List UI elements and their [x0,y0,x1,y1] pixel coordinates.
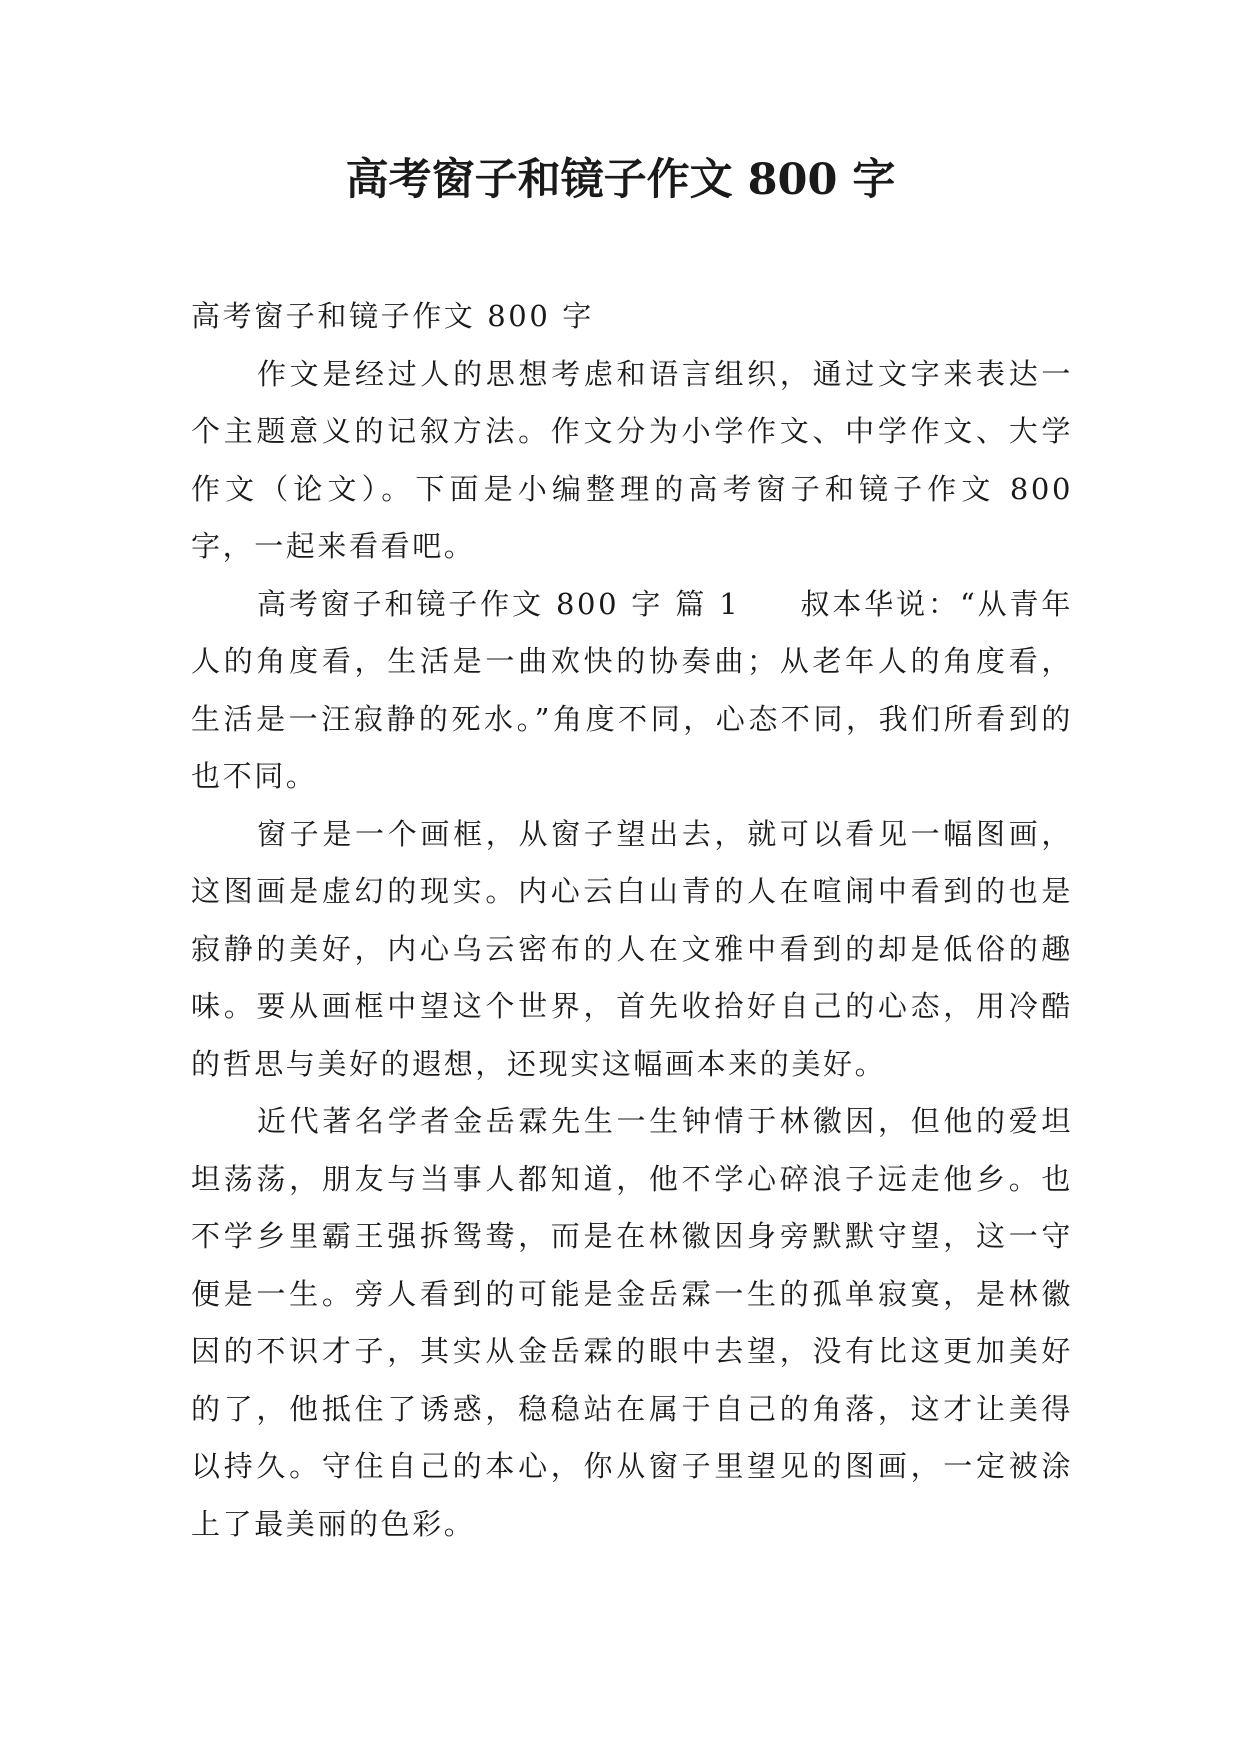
document-subtitle: 高考窗子和镜子作文 800 字 [191,299,594,333]
intro-paragraph: 作文是经过人的思想考虑和语言组织，通过文字来表达一个主题意义的记叙方法。作文分为小学作文、中学作文、大学作文（论文）。下面是小编整理的高考窗子和镜子作文 800 字，一起来看看吧。 [191,356,1073,563]
body-paragraph-window: 窗子是一个画框，从窗子望出去，就可以看见一幅图画，这图画是虚幻的现实。内心云白山青的人在喧闹中看到的也是寂静的美好，内心乌云密布的人在文雅中看到的却是低俗的趣味。要从画框中望这个世界，首先收拾好自己的心态，用冷酷的哲思与美好的遐想，还现实这幅画本来的美好。 [191,816,1073,1081]
section-heading: 高考窗子和镜子作文 800 字 篇 1 [257,586,741,621]
document-body [191,288,1073,1553]
document-title: 高考窗子和镜子作文 800 字 [345,155,896,205]
section-paragraph [191,576,1073,806]
body-paragraph-jin-yuelin: 近代著名学者金岳霖先生一生钟情于林徽因，但他的爱坦坦荡荡，朋友与当事人都知道，他不学心碎浪子远走他乡。也不学乡里霸王强拆鸳鸯，而是在林徽因身旁默默守望，这一守便是一生。旁人看到的可能是金岳霖一生的孤单寂寞，是林徽因的不识才子，其实从金岳霖的眼中去望，没有比这更加美好的了，他抵住了诱惑，稳稳站在属于自己的角落，这才让美得以持久。守住自己的本心，你从窗子里望见的图画，一定被涂上了最美丽的色彩。 [191,1104,1073,1541]
section-first-paragraph: 叔本华说：“从青年人的角度看，生活是一曲欢快的协奏曲；从老年人的角度看，生活是一汪寂静的死水。”角度不同，心态不同，我们所看到的也不同。 [191,586,1073,793]
